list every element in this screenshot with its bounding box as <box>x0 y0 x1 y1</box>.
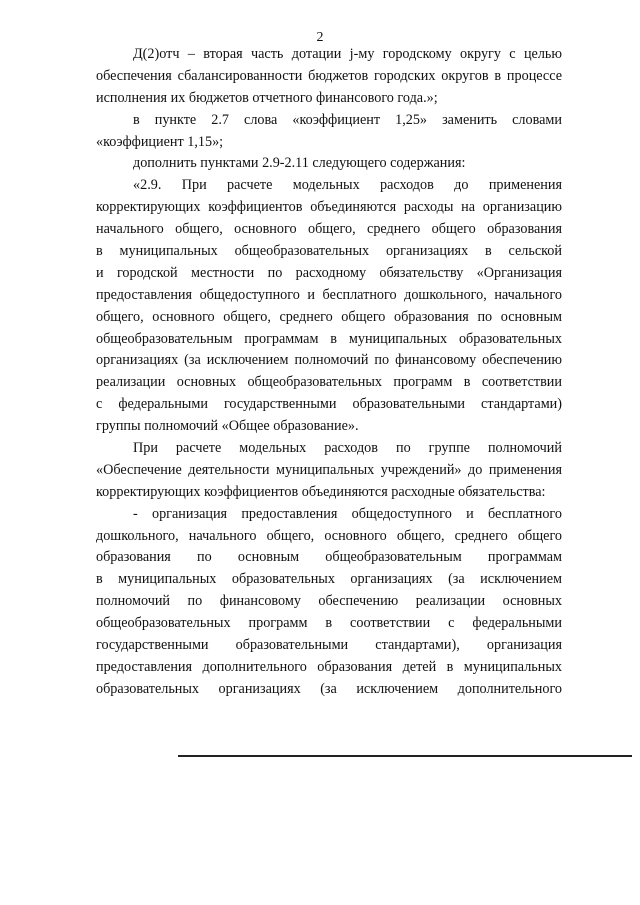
text-line: общеобразовательным программам в муниципальных образовательных <box>96 330 562 347</box>
paragraph-point-2-9 <box>96 175 562 438</box>
paragraph-add-points <box>96 153 562 175</box>
text-line: организациях (за исключением полномочий по финансовому обеспечению <box>96 352 562 369</box>
text-line: - организация предоставления общедоступного и бесплатного <box>133 505 562 522</box>
text-line: в пункте 2.7 слова «коэффициент 1,25» заменить словами <box>133 111 562 128</box>
paragraph-modeled-expenses <box>96 438 562 504</box>
document-body <box>96 44 562 701</box>
text-line: корректирующих коэффициентов объединяются расходные обязательства: <box>96 483 546 500</box>
text-line: с федеральными государственными образовательными стандартами) <box>96 396 562 413</box>
text-line: полномочий по финансовому обеспечению реализации основных <box>96 593 562 610</box>
text-line: образования по основным общеобразовательным программам <box>96 549 562 566</box>
text-line: предоставления общедоступного и бесплатного дошкольного, начального <box>96 286 562 303</box>
paragraph-dotation-definition <box>96 44 562 110</box>
text-line: в муниципальных общеобразовательных организациях в сельской <box>96 243 562 260</box>
text-line: дополнить пунктами 2.9-2.11 следующего содержания: <box>133 155 466 172</box>
text-line: корректирующих коэффициентов объединяются расходы на организацию <box>96 199 562 216</box>
text-line: обеспечения сбалансированности бюджетов городских округов в процессе <box>96 67 562 84</box>
text-line: Д(2)отч – вторая часть дотации j-му городскому округу с целью <box>133 46 562 62</box>
paragraph-point-2-7 <box>96 110 562 154</box>
page-number: 2 <box>316 30 324 45</box>
text-line: При расчете модельных расходов по группе полномочий <box>133 440 562 457</box>
text-line: начального общего, основного общего, среднего общего образования <box>96 221 562 238</box>
text-line: «2.9. При расчете модельных расходов до применения <box>133 177 562 194</box>
text-line: образовательных организациях (за исключением дополнительного <box>96 680 562 697</box>
text-line: реализации основных общеобразовательных программ в соответствии <box>96 374 562 391</box>
text-line: государственными образовательными стандартами), организация <box>96 637 562 654</box>
paragraph-list-item <box>96 504 562 701</box>
text-line: исполнения их бюджетов отчетного финансового года.»; <box>96 89 438 106</box>
text-line: в муниципальных образовательных организациях (за исключением <box>96 571 562 588</box>
text-line: дошкольного, начального общего, основного общего, среднего общего <box>96 527 562 544</box>
footer-rule <box>178 755 632 757</box>
text-line: общеобразовательных программ в соответствии с федеральными <box>96 615 562 632</box>
text-line: предоставления дополнительного образования детей в муниципальных <box>96 658 562 675</box>
text-line: группы полномочий «Общее образование». <box>96 418 359 435</box>
text-line: «Обеспечение деятельности муниципальных учреждений» до применения <box>96 461 562 478</box>
text-line: «коэффициент 1,15»; <box>96 133 224 150</box>
text-line: общего, основного общего, среднего общего образования по основным <box>96 308 562 325</box>
text-line: и городской местности по расходному обязательству «Организация <box>96 264 562 281</box>
